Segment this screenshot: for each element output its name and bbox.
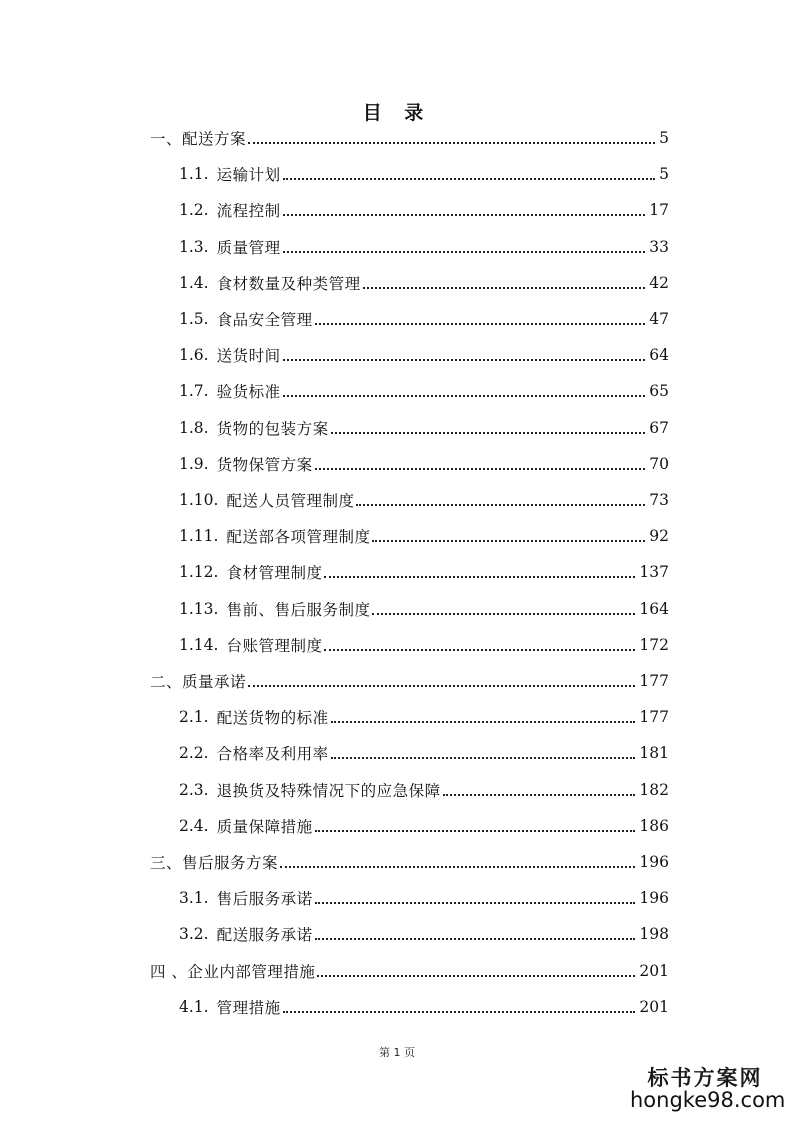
toc-leader-dots	[315, 466, 646, 470]
toc-entry-number: 1.13.	[179, 599, 219, 618]
toc-leader-dots	[315, 321, 646, 325]
toc-entry-number: 3.2.	[179, 925, 209, 944]
toc-entry-text	[179, 772, 441, 808]
toc-entry[interactable]	[0, 410, 794, 446]
toc-entry-label: 送货时间	[216, 347, 281, 366]
toc-leader-dots	[283, 212, 646, 216]
toc-entry-page: 70	[649, 454, 669, 473]
toc-entry-text	[179, 373, 281, 409]
toc-entry-number: 2.3.	[179, 780, 209, 799]
toc-entry-text	[179, 410, 329, 446]
toc-entry-number: 1.6.	[179, 346, 209, 365]
toc-entry-text	[179, 518, 370, 554]
toc-entry[interactable]	[0, 265, 794, 301]
toc-entry-text	[179, 627, 322, 663]
toc-entry-label: 退换货及特殊情况下的应急保障	[216, 781, 441, 800]
toc-leader-dots	[331, 430, 646, 434]
toc-entry-number: 1.11.	[179, 527, 219, 546]
toc-leader-dots	[283, 249, 646, 253]
toc-entry-page: 64	[649, 346, 669, 365]
toc-leader-dots	[324, 647, 635, 651]
toc-entry-page: 186	[639, 816, 669, 835]
toc-entry-text	[179, 301, 313, 337]
toc-leader-dots	[331, 719, 636, 723]
toc-entry[interactable]	[0, 156, 794, 192]
toc-entry-number: 1.9.	[179, 454, 209, 473]
toc-entry[interactable]	[0, 989, 794, 1025]
toc-leader-dots	[363, 285, 646, 289]
toc-entry-label: 合格率及利用率	[216, 745, 329, 764]
toc-entry[interactable]	[0, 663, 794, 699]
toc-entry[interactable]	[0, 953, 794, 989]
toc-entry[interactable]	[0, 482, 794, 518]
toc-leader-dots	[248, 140, 655, 144]
toc-entry-text	[179, 880, 313, 916]
toc-entry-label: 运输计划	[216, 166, 281, 185]
toc-entry[interactable]	[0, 627, 794, 663]
toc-entry-number: 1.8.	[179, 418, 209, 437]
toc-entry-label: 质量管理	[216, 238, 281, 257]
toc-entry-label: 配送人员管理制度	[226, 492, 355, 510]
toc-entry-label: 质量保障措施	[216, 817, 313, 836]
toc-entry-page: 201	[639, 961, 669, 980]
toc-entry-text	[150, 663, 246, 699]
toc-entry-label: 四 、企业内部管理措施	[150, 962, 316, 981]
toc-entry-label: 验货标准	[216, 383, 281, 402]
toc-entry-text	[179, 735, 329, 771]
toc-entry-text	[150, 953, 315, 989]
toc-entry-label: 二、质量承诺	[150, 673, 247, 691]
toc-leader-dots	[283, 176, 656, 180]
toc-entry[interactable]	[0, 844, 794, 880]
toc-entry-number: 1.1.	[179, 165, 209, 184]
toc-leader-dots	[283, 357, 646, 361]
toc-entry-label: 配送货物的标准	[216, 709, 329, 728]
toc-entry-page: 177	[639, 708, 669, 727]
site-watermark	[630, 1065, 786, 1113]
toc-entry-page: 17	[649, 201, 669, 220]
toc-entry-number: 2.2.	[179, 744, 209, 763]
toc-leader-dots	[248, 683, 635, 687]
toc-entry-text	[179, 156, 281, 192]
toc-entry[interactable]	[0, 772, 794, 808]
toc-entry-page: 181	[639, 744, 669, 763]
toc-entry-number: 4.1.	[179, 997, 209, 1016]
toc-entry-label: 食材数量及种类管理	[216, 274, 361, 293]
page-title: 目 录	[362, 102, 432, 124]
toc-entry-label: 三、售后服务方案	[150, 854, 279, 872]
toc-entry-text	[179, 554, 322, 590]
toc-entry[interactable]	[0, 880, 794, 916]
toc-entry-page: 164	[639, 599, 669, 618]
toc-entry-page: 172	[639, 635, 669, 654]
watermark-title: 标书方案网	[647, 1065, 763, 1090]
toc-entry[interactable]	[0, 916, 794, 952]
toc-leader-dots	[317, 973, 635, 977]
toc-entry-number: 3.1.	[179, 889, 209, 908]
toc-entry-page: 196	[639, 889, 669, 908]
toc-entry-page: 73	[649, 491, 669, 509]
toc-entry-number: 2.4.	[179, 816, 209, 835]
toc-entry-number: 1.5.	[179, 310, 209, 328]
toc-entry-number: 1.12.	[179, 563, 219, 582]
toc-entry-page: 33	[649, 237, 669, 256]
toc-entry-label: 售后服务承诺	[216, 890, 313, 909]
toc-entry-text	[179, 265, 361, 301]
toc-entry-page: 42	[649, 273, 669, 292]
toc-entry-label: 一、配送方案	[150, 130, 247, 148]
toc-entry-page: 137	[639, 563, 669, 582]
toc-leader-dots	[283, 393, 646, 397]
toc-entry-label: 台账管理制度	[226, 636, 323, 655]
toc-entry-number: 1.10.	[179, 491, 219, 509]
toc-entry-text	[179, 591, 370, 627]
toc-entry-text	[179, 192, 281, 228]
toc-entry-text	[179, 482, 354, 518]
toc-entry[interactable]	[0, 808, 794, 844]
toc-entry[interactable]	[0, 229, 794, 265]
toc-entry[interactable]	[0, 373, 794, 409]
toc-entry-label: 管理措施	[216, 998, 281, 1017]
toc-entry[interactable]	[0, 554, 794, 590]
toc-entry-page: 201	[639, 997, 669, 1016]
toc-entry-text	[179, 808, 313, 844]
toc-entry-page: 67	[649, 418, 669, 437]
toc-entry-text	[150, 120, 246, 156]
toc-entry-page: 182	[639, 780, 669, 799]
toc-entry-number: 1.3.	[179, 237, 209, 256]
toc-entry-page: 5	[659, 129, 669, 147]
page-number-footer: 第 1 页	[379, 1046, 415, 1059]
toc-entry[interactable]	[0, 192, 794, 228]
toc-entry-text	[150, 844, 278, 880]
toc-leader-dots	[315, 828, 636, 832]
toc-entry[interactable]	[0, 301, 794, 337]
toc-entry-text	[179, 989, 281, 1025]
toc-entry-label: 食材管理制度	[226, 564, 323, 583]
toc-leader-dots	[331, 755, 636, 759]
toc-leader-dots	[315, 936, 636, 940]
toc-entry-text	[179, 229, 281, 265]
toc-leader-dots	[372, 611, 635, 615]
toc-entry-number: 1.4.	[179, 273, 209, 292]
toc-entry-page: 47	[649, 310, 669, 328]
toc-leader-dots	[443, 792, 636, 796]
toc-entry-label: 食品安全管理	[216, 311, 313, 329]
toc-entry[interactable]	[0, 446, 794, 482]
toc-entry-label: 配送服务承诺	[216, 926, 313, 945]
toc-leader-dots	[372, 538, 645, 542]
toc-entry-label: 货物保管方案	[216, 455, 313, 474]
toc-entry-label: 流程控制	[216, 202, 281, 221]
toc-entry-text	[179, 337, 281, 373]
toc-entry[interactable]	[0, 735, 794, 771]
toc-entry-page: 198	[639, 925, 669, 944]
toc-entry-text	[179, 916, 313, 952]
toc-entry-text	[179, 699, 329, 735]
toc-entry-label: 货物的包装方案	[216, 419, 329, 438]
toc-entry[interactable]	[0, 518, 794, 554]
toc-entry-label: 售前、售后服务制度	[226, 600, 371, 619]
toc-entry-number: 1.2.	[179, 201, 209, 220]
toc-entry-number: 1.7.	[179, 382, 209, 401]
toc-entry[interactable]	[0, 699, 794, 735]
toc-entry-page: 65	[649, 382, 669, 401]
toc-leader-dots	[280, 864, 635, 868]
toc-entry[interactable]	[0, 337, 794, 373]
toc-entry-text	[179, 446, 313, 482]
watermark-url: hongke98.com	[630, 1088, 786, 1113]
toc-entry-label: 配送部各项管理制度	[226, 528, 371, 547]
toc-entry-page: 5	[659, 165, 669, 184]
toc-entry-page: 92	[649, 527, 669, 546]
toc-entry-number: 2.1.	[179, 708, 209, 727]
toc-entry-number: 1.14.	[179, 635, 219, 654]
toc-leader-dots	[315, 900, 636, 904]
toc-entry[interactable]	[0, 591, 794, 627]
toc-entry-page: 196	[639, 853, 669, 871]
toc-entry[interactable]	[0, 120, 794, 156]
toc-entry-page: 177	[639, 672, 669, 690]
toc-leader-dots	[283, 1009, 636, 1013]
toc-leader-dots	[356, 502, 645, 506]
toc-leader-dots	[324, 574, 635, 578]
